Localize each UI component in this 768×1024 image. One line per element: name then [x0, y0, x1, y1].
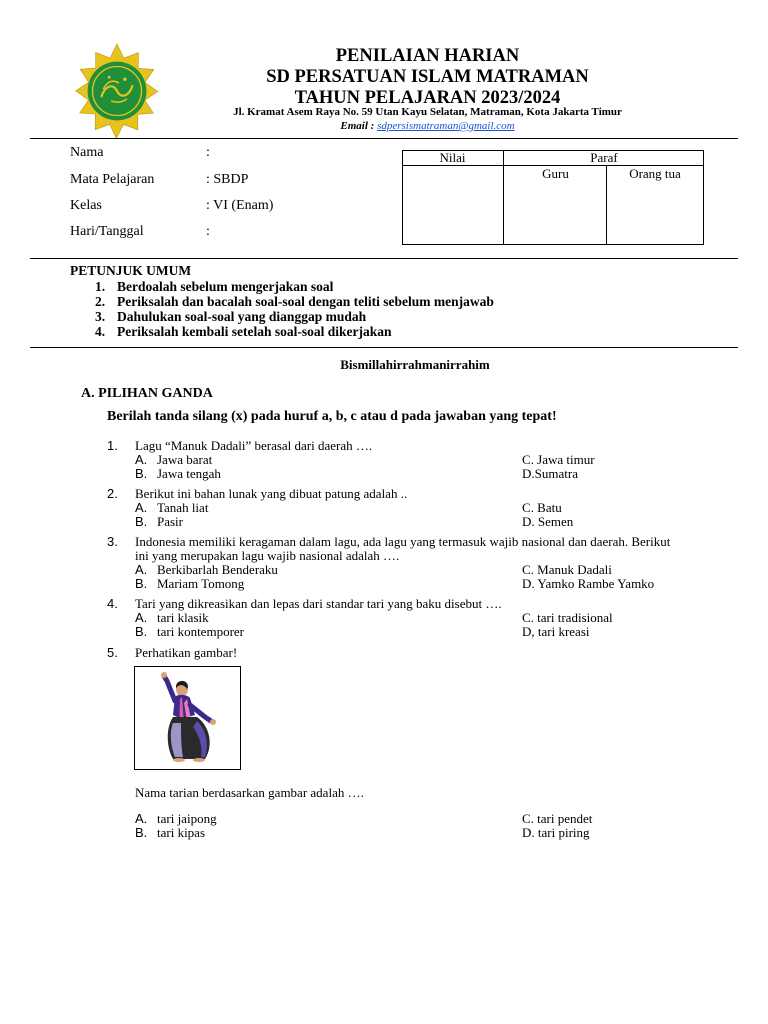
question-text: Berikut ini bahan lunak yang dibuat patung adalah .. — [135, 486, 408, 501]
instruction-item: 1. Berdoalah sebelum mengerjakan soal — [95, 279, 334, 294]
option-c: C. Jawa timur — [522, 452, 595, 467]
question-text: Lagu “Manuk Dadali” berasal dari daerah …. — [135, 438, 373, 453]
subject-value: : SBDP — [206, 172, 249, 187]
option-d: D. Semen — [522, 514, 574, 529]
option-d: D.Sumatra — [522, 466, 578, 481]
option-c: C. tari pendet — [522, 811, 593, 826]
option-b: B. Pasir — [135, 514, 183, 529]
school-logo — [68, 42, 166, 140]
option-a: A. tari jaipong — [135, 811, 217, 826]
instructions-title: PETUNJUK UMUM — [70, 263, 192, 278]
option-b: B. Mariam Tomong — [135, 576, 245, 591]
instruction-item: 4. Periksalah kembali setelah soal-soal dikerjakan — [95, 324, 392, 339]
instruction-item: 3. Dahulukan soal-soal yang dianggap mudah — [95, 309, 367, 324]
name-label: Nama — [70, 145, 104, 160]
paraf-header: Paraf — [590, 150, 618, 165]
header-divider — [30, 138, 738, 139]
option-a: A. tari klasik — [135, 610, 209, 625]
question-text-continued: Nama tarian berdasarkan gambar adalah …. — [135, 785, 364, 800]
option-d: D. tari piring — [522, 825, 590, 840]
section-instruction: Berilah tanda silang (x) pada huruf a, b, c atau d pada jawaban yang tepat! — [107, 409, 557, 424]
name-value: : — [206, 145, 210, 160]
date-label: Hari/Tanggal — [70, 224, 144, 239]
school-email-line — [190, 120, 665, 132]
email-label: Email : — [340, 120, 378, 132]
option-a: A. Jawa barat — [135, 452, 213, 467]
option-b: B. tari kipas — [135, 825, 206, 840]
question-number: 4. — [107, 596, 118, 611]
class-value: : VI (Enam) — [206, 198, 274, 213]
question-text: Perhatikan gambar! — [135, 645, 238, 660]
option-b: B. Jawa tengah — [135, 466, 221, 481]
school-address: Jl. Kramat Asem Raya No. 59 Utan Kayu Selatan, Matraman, Kota Jakarta Timur — [233, 106, 622, 118]
orang-tua-header: Orang tua — [629, 166, 681, 181]
question-text: Indonesia memiliki keragaman dalam lagu, ada lagu yang termasuk wajib nasional dan daerah. Berikut — [135, 534, 671, 549]
header-title-1: PENILAIAN HARIAN — [335, 46, 520, 66]
option-c: C. Manuk Dadali — [522, 562, 612, 577]
option-c: C. Batu — [522, 500, 562, 515]
identity-divider — [30, 258, 738, 259]
question-text: Tari yang dikreasikan dan lepas dari standar tari yang baku disebut …. — [135, 596, 502, 611]
question-number: 2. — [107, 486, 118, 501]
question-number: 5. — [107, 645, 118, 660]
option-c: C. tari tradisional — [522, 610, 613, 625]
class-label: Kelas — [70, 198, 102, 213]
question-number: 1. — [107, 438, 118, 453]
email-link[interactable]: sdpersismatraman@gmail.com — [377, 120, 515, 132]
dancer-image — [134, 666, 241, 770]
option-d: D. Yamko Rambe Yamko — [522, 576, 655, 591]
date-value: : — [206, 224, 210, 239]
question-text-continued: ini yang merupakan lagu wajib nasional adalah …. — [135, 548, 400, 563]
instruction-item: 2. Periksalah dan bacalah soal-soal dengan teliti sebelum menjawab — [95, 294, 494, 309]
guru-header: Guru — [542, 166, 569, 181]
option-b: B. tari kontemporer — [135, 624, 244, 639]
dancer-figure-icon — [135, 667, 240, 769]
basmalah: Bismillahirrahmanirrahim — [340, 357, 490, 372]
grade-table — [402, 150, 704, 245]
nilai-header: Nilai — [439, 150, 466, 165]
instructions-divider — [30, 347, 738, 348]
section-title: A. PILIHAN GANDA — [81, 386, 213, 401]
option-a: A. Tanah liat — [135, 500, 209, 515]
option-d: D, tari kreasi — [522, 624, 590, 639]
star-logo-icon — [68, 42, 166, 140]
header-title-3: TAHUN PELAJARAN 2023/2024 — [294, 88, 561, 108]
option-a: A. Berkibarlah Benderaku — [135, 562, 278, 577]
subject-label: Mata Pelajaran — [70, 172, 155, 187]
header-title-2: SD PERSATUAN ISLAM MATRAMAN — [266, 67, 589, 87]
question-number: 3. — [107, 534, 118, 549]
